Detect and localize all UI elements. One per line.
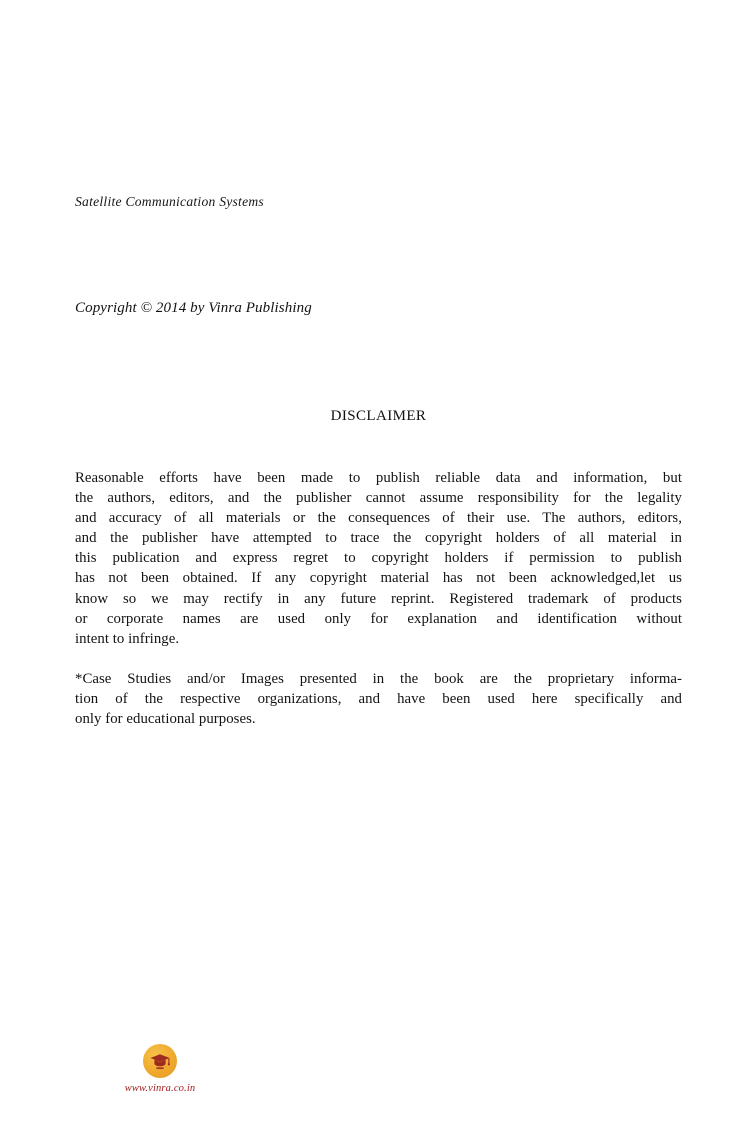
disclaimer-body-block	[75, 468, 682, 729]
copyright-line: Copyright © 2014 by Vinra Publishing	[75, 300, 312, 316]
text-line: has not been obtained. If any copyright material has not been acknowledged,let us	[75, 570, 682, 587]
text-line: Reasonable efforts have been made to publish reliable data and information, but	[75, 470, 682, 486]
case-studies-paragraph	[75, 669, 682, 729]
publisher-url[interactable]: www.vinra.co.in	[124, 1083, 196, 1094]
text-line: and accuracy of all materials or the consequences of their use. The authors, editors,	[75, 510, 682, 527]
text-line: this publication and express regret to copyright holders if permission to publish	[75, 550, 682, 567]
disclaimer-paragraph	[75, 468, 682, 649]
text-line: *Case Studies and/or Images presented in the book are the proprietary informa-	[75, 670, 682, 687]
publisher-logo	[112, 1040, 208, 1094]
disclaimer-heading: DISCLAIMER	[330, 408, 427, 424]
book-title: Satellite Communication Systems	[75, 194, 264, 209]
text-line: only for educational purposes.	[75, 711, 256, 728]
text-line: and the publisher have attempted to trace the copyright holders of all material in	[75, 530, 682, 547]
text-line: tion of the respective organizations, and have been used here specifically and	[75, 690, 682, 707]
text-line: intent to infringe.	[75, 630, 180, 647]
text-line: the authors, editors, and the publisher cannot assume responsibility for the legality	[75, 490, 682, 507]
text-line: or corporate names are used only for explanation and identification without	[75, 610, 682, 627]
graduation-cap-icon	[143, 1044, 177, 1078]
text-line: know so we may rectify in any future reprint. Registered trademark of products	[75, 590, 682, 607]
